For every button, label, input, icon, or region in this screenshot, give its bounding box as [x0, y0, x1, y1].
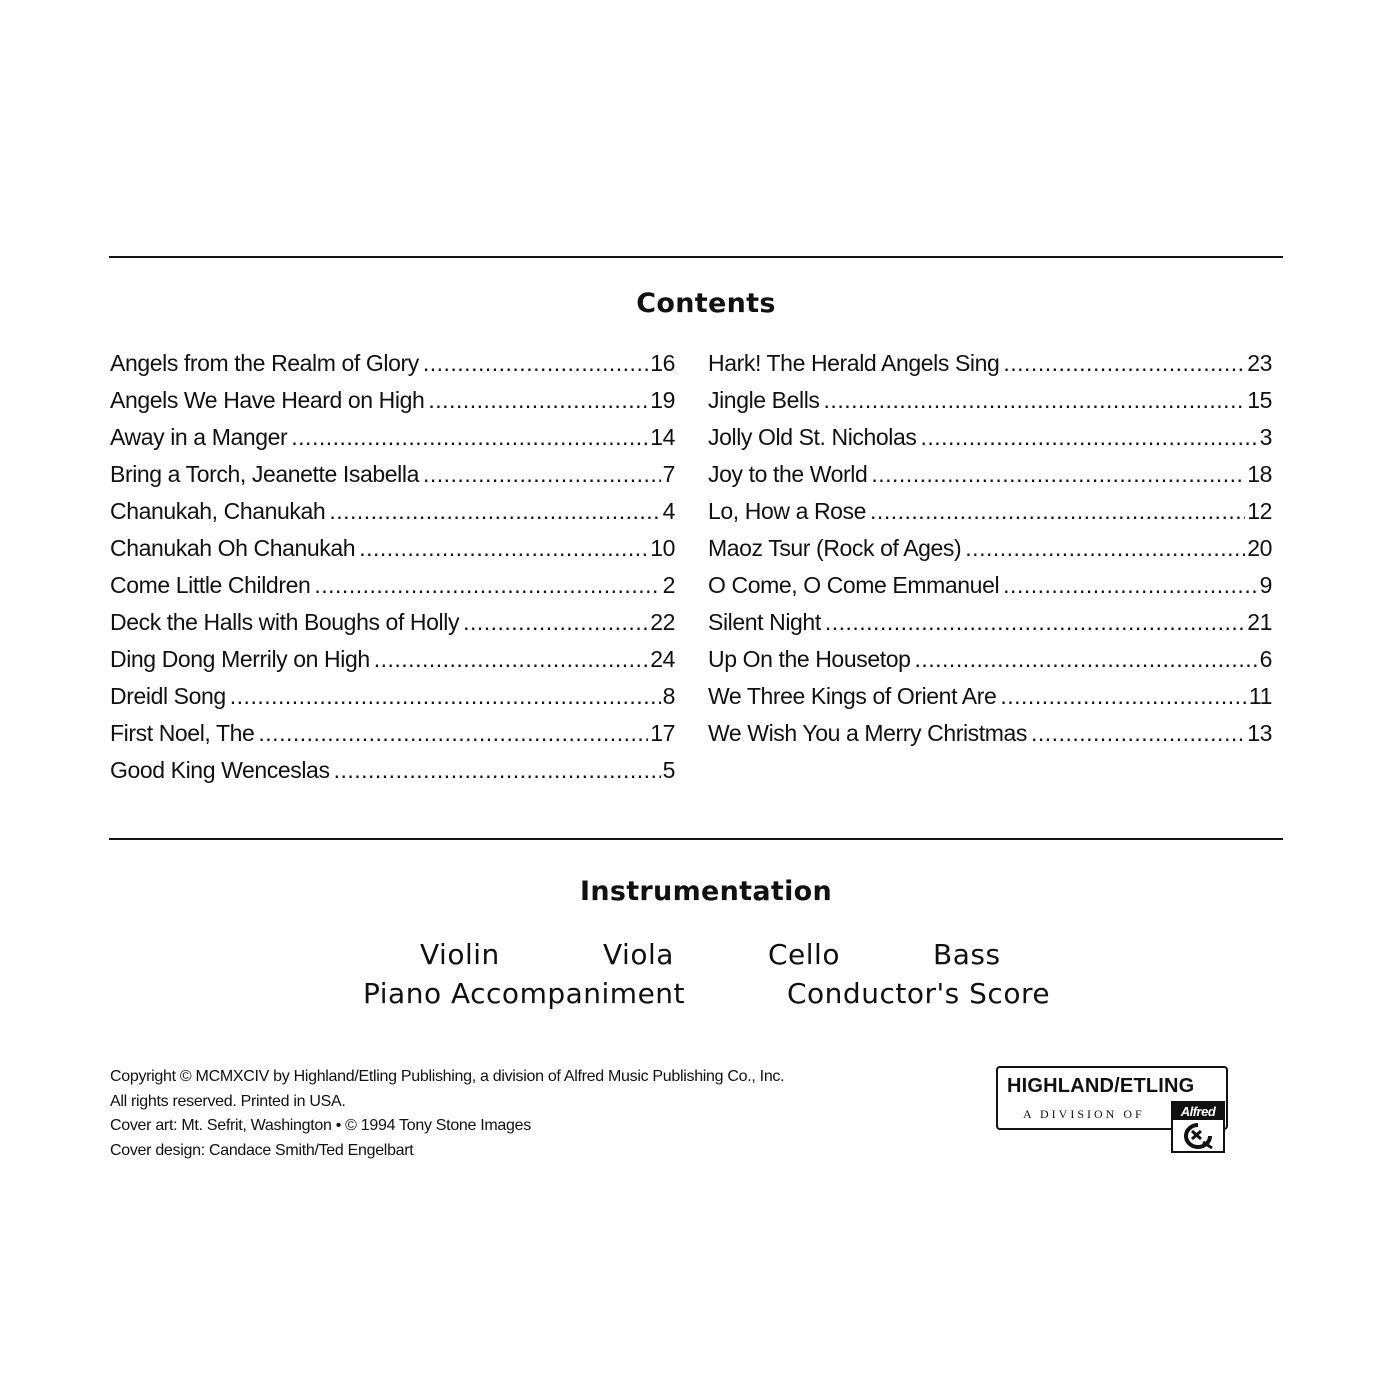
toc-entry — [708, 641, 1272, 678]
toc-entry — [110, 382, 675, 419]
toc-entry — [708, 345, 1272, 382]
contents-heading: Contents — [636, 288, 776, 319]
toc-dot-leader — [428, 382, 648, 419]
toc-entry-title: We Three Kings of Orient Are — [708, 683, 997, 709]
toc-dot-leader — [825, 604, 1245, 641]
rights-line: All rights reserved. Printed in USA. — [110, 1092, 346, 1110]
cover-design-line: Cover design: Candace Smith/Ted Engelbart — [110, 1141, 414, 1159]
toc-entry-page: 20 — [1247, 535, 1272, 561]
toc-entry — [110, 752, 675, 789]
toc-entry — [110, 456, 675, 493]
toc-entry-title: Dreidl Song — [110, 683, 226, 709]
toc-entry-page: 23 — [1247, 350, 1272, 376]
toc-entry-title: Angels We Have Heard on High — [110, 387, 425, 413]
top-divider — [109, 256, 1283, 258]
toc-entry-page: 4 — [662, 498, 675, 524]
toc-entry — [708, 382, 1272, 419]
instrument-viola: Viola — [603, 938, 674, 971]
toc-entry-title: Joy to the World — [708, 461, 868, 487]
toc-entry-title: Up On the Housetop — [708, 646, 911, 672]
toc-dot-leader — [870, 493, 1245, 530]
toc-entry — [708, 567, 1272, 604]
toc-entry-page: 21 — [1247, 609, 1272, 635]
toc-dot-leader — [921, 419, 1258, 456]
toc-left-column — [110, 345, 675, 789]
publisher-name: HIGHLAND/ETLING — [1007, 1075, 1195, 1097]
toc-dot-leader — [463, 604, 648, 641]
instrument-bass: Bass — [933, 938, 1001, 971]
toc-entry-title: Bring a Torch, Jeanette Isabella — [110, 461, 419, 487]
alfred-brand-label: Alfred — [1173, 1103, 1223, 1120]
toc-entry-title: Deck the Halls with Boughs of Holly — [110, 609, 460, 635]
toc-entry — [110, 604, 675, 641]
toc-dot-leader — [824, 382, 1246, 419]
toc-dot-leader — [1003, 345, 1245, 382]
toc-entry-title: Ding Dong Merrily on High — [110, 646, 370, 672]
toc-entry-page: 16 — [650, 350, 675, 376]
toc-dot-leader — [230, 678, 661, 715]
toc-entry-page: 6 — [1259, 646, 1272, 672]
toc-entry-title: Chanukah Oh Chanukah — [110, 535, 356, 561]
toc-entry — [110, 567, 675, 604]
toc-entry-page: 19 — [650, 387, 675, 413]
toc-entry-title: Maoz Tsur (Rock of Ages) — [708, 535, 962, 561]
toc-entry-page: 2 — [662, 572, 675, 598]
toc-entry-title: Jolly Old St. Nicholas — [708, 424, 917, 450]
toc-entry-title: Good King Wenceslas — [110, 757, 330, 783]
toc-entry-title: Away in a Manger — [110, 424, 288, 450]
toc-dot-leader — [258, 715, 648, 752]
toc-entry-title: Angels from the Realm of Glory — [110, 350, 419, 376]
toc-entry — [708, 678, 1272, 715]
toc-entry-page: 18 — [1247, 461, 1272, 487]
toc-entry-title: Hark! The Herald Angels Sing — [708, 350, 1000, 376]
toc-entry-title: Come Little Children — [110, 572, 311, 598]
toc-entry-page: 11 — [1248, 683, 1272, 709]
toc-entry-page: 15 — [1247, 387, 1272, 413]
toc-entry — [708, 419, 1272, 456]
publisher-division: A DIVISION OF — [1023, 1107, 1145, 1121]
toc-entry — [708, 456, 1272, 493]
toc-entry-page: 14 — [650, 424, 675, 450]
toc-entry — [110, 493, 675, 530]
instrument-piano-accompaniment: Piano Accompaniment — [363, 977, 686, 1010]
toc-entry — [708, 493, 1272, 530]
toc-entry-page: 13 — [1247, 720, 1272, 746]
copyright-line: Copyright © MCMXCIV by Highland/Etling Publishing, a division of Alfred Music Publishing Co., Inc. — [110, 1068, 785, 1085]
toc-entry-title: Silent Night — [708, 609, 821, 635]
toc-entry-title: First Noel, The — [110, 720, 255, 746]
toc-entry-title: Jingle Bells — [708, 387, 820, 413]
toc-dot-leader — [359, 530, 648, 567]
toc-dot-leader — [423, 345, 648, 382]
toc-dot-leader — [914, 641, 1257, 678]
toc-entry — [110, 530, 675, 567]
toc-entry-page: 12 — [1247, 498, 1272, 524]
toc-entry — [708, 530, 1272, 567]
toc-dot-leader — [871, 456, 1245, 493]
toc-entry-page: 24 — [650, 646, 675, 672]
cover-art-line: Cover art: Mt. Sefrit, Washington • © 1994 Tony Stone Images — [110, 1117, 531, 1134]
instrument-cello: Cello — [768, 938, 840, 971]
toc-dot-leader — [423, 456, 661, 493]
bottom-divider — [109, 838, 1283, 840]
instrumentation-heading: Instrumentation — [579, 876, 832, 907]
toc-entry-page: 17 — [650, 720, 675, 746]
toc-entry-page: 5 — [662, 757, 675, 783]
toc-entry-title: We Wish You a Merry Christmas — [708, 720, 1028, 746]
toc-dot-leader — [334, 752, 661, 789]
instrument-conductors-score: Conductor's Score — [787, 977, 1051, 1010]
toc-right-column — [708, 345, 1272, 752]
toc-entry-page: 3 — [1259, 424, 1272, 450]
toc-entry-page: 9 — [1259, 572, 1272, 598]
toc-entry-page: 8 — [662, 683, 675, 709]
toc-entry — [708, 604, 1272, 641]
toc-dot-leader — [291, 419, 648, 456]
toc-dot-leader — [1000, 678, 1247, 715]
instrument-violin: Violin — [420, 938, 500, 971]
toc-entry — [708, 715, 1272, 752]
toc-entry-page: 7 — [662, 461, 675, 487]
alfred-badge — [1171, 1101, 1225, 1153]
toc-entry — [110, 345, 675, 382]
toc-dot-leader — [329, 493, 660, 530]
toc-dot-leader — [965, 530, 1245, 567]
toc-entry — [110, 715, 675, 752]
toc-dot-leader — [314, 567, 660, 604]
toc-entry-page: 10 — [650, 535, 675, 561]
toc-entry-page: 22 — [650, 609, 675, 635]
toc-dot-leader — [1003, 567, 1257, 604]
toc-entry-title: O Come, O Come Emmanuel — [708, 572, 1000, 598]
toc-entry — [110, 641, 675, 678]
copyright-block — [110, 1065, 784, 1163]
toc-dot-leader — [374, 641, 648, 678]
alfred-badge-icon — [1179, 1122, 1217, 1150]
toc-dot-leader — [1031, 715, 1245, 752]
toc-entry — [110, 678, 675, 715]
toc-entry-title: Lo, How a Rose — [708, 498, 867, 524]
toc-entry — [110, 419, 675, 456]
toc-entry-title: Chanukah, Chanukah — [110, 498, 326, 524]
